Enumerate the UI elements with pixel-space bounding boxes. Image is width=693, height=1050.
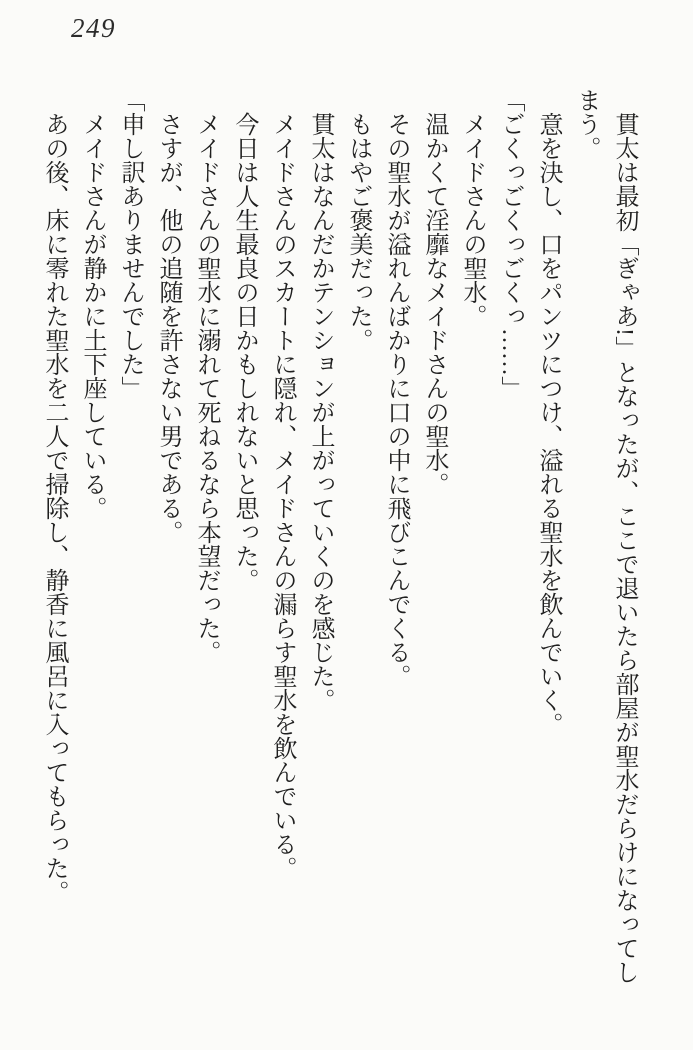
paragraph: メイドさんのスカートに隠れ、メイドさんの漏らす聖水を飲んでいる。	[269, 112, 295, 880]
paragraph: 「ごくっごくっごくっ……」	[497, 88, 523, 400]
paragraph: 温かくて淫靡なメイドさんの聖水。	[421, 112, 447, 496]
paragraph: あの後、床に零れた聖水を二人で掃除し、静香に風呂に入ってもらった。	[41, 112, 67, 904]
paragraph: メイドさんの聖水に溺れて死ねるなら本望だった。	[193, 112, 219, 664]
page-number: 249	[71, 13, 116, 43]
paragraph: 貫太は最初「ぎゃあ!」となったが、ここで退いたら部屋が聖水だらけになってしまう。	[573, 88, 637, 984]
paragraph: メイドさんの聖水。	[459, 112, 485, 328]
paragraph: 「申し訳ありませんでした」	[117, 88, 143, 400]
paragraph: その聖水が溢れんばかりに口の中に飛びこんでくる。	[383, 112, 409, 688]
paragraph: 意を決し、口をパンツにつけ、溢れる聖水を飲んでいく。	[535, 112, 561, 736]
paragraph: メイドさんが静かに土下座している。	[79, 112, 105, 520]
paragraph: さすが、他の追随を許さない男である。	[155, 112, 181, 544]
paragraph: 今日は人生最良の日かもしれないと思った。	[231, 112, 257, 592]
paragraph: もはやご褒美だった。	[345, 112, 371, 352]
paragraph: 貫太はなんだかテンションが上がっていくのを感じた。	[307, 112, 333, 712]
page-text	[35, 88, 643, 1000]
